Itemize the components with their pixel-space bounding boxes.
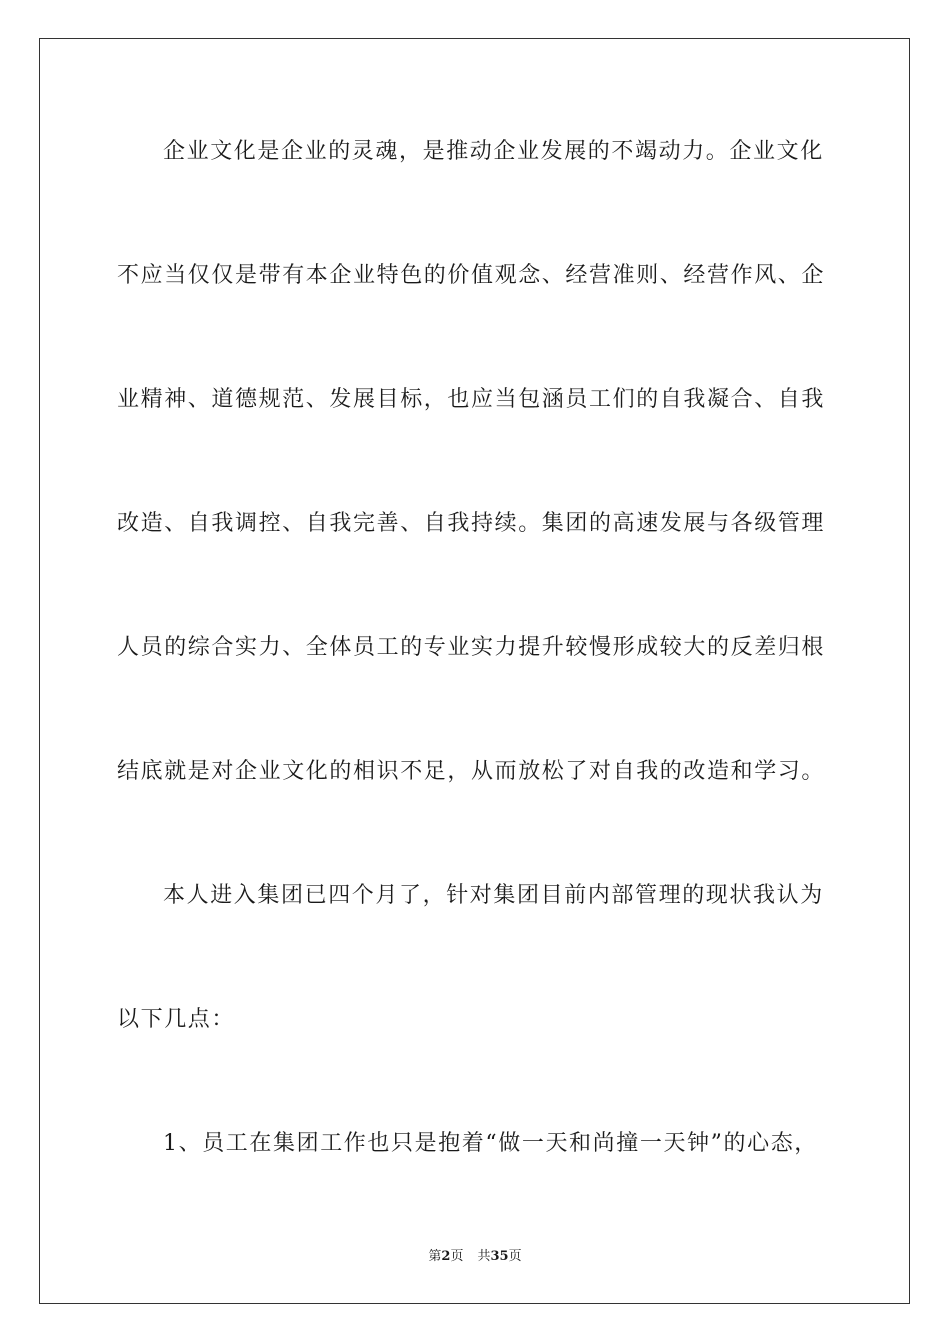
footer-total-suffix: 页 [508, 1249, 522, 1264]
footer-page-number: 2 [441, 1249, 451, 1264]
paragraph-line-5: 人员的综合实力、全体员工的专业实力提升较慢形成较大的反差归根 [117, 635, 826, 660]
paragraph-line-8: 以下几点： [117, 1007, 236, 1032]
page-footer [0, 1248, 950, 1266]
paragraph-line-4: 改造、自我调控、自我完善、自我持续。集团的高速发展与各级管理 [117, 511, 826, 536]
paragraph-line-2: 不应当仅仅是带有本企业特色的价值观念、经营准则、经营作风、企 [117, 263, 826, 288]
paragraph-line-6: 结底就是对企业文化的相识不足，从而放松了对自我的改造和学习。 [117, 759, 826, 784]
paragraph-line-7: 本人进入集团已四个月了，针对集团目前内部管理的现状我认为 [163, 883, 824, 908]
footer-page-prefix: 第 [428, 1249, 442, 1264]
footer-total-prefix: 共 [477, 1249, 491, 1264]
paragraph-line-1: 企业文化是企业的灵魂，是推动企业发展的不竭动力。企业文化 [163, 139, 824, 164]
page-border [39, 38, 910, 1304]
footer-page-suffix: 页 [450, 1249, 464, 1264]
list-item-1-line: 1、员工在集团工作也只是抱着“做一天和尚撞一天钟”的心态， [163, 1131, 818, 1156]
footer-total-pages: 35 [490, 1249, 509, 1264]
paragraph-line-3: 业精神、道德规范、发展目标，也应当包涵员工们的自我凝合、自我 [117, 387, 826, 412]
